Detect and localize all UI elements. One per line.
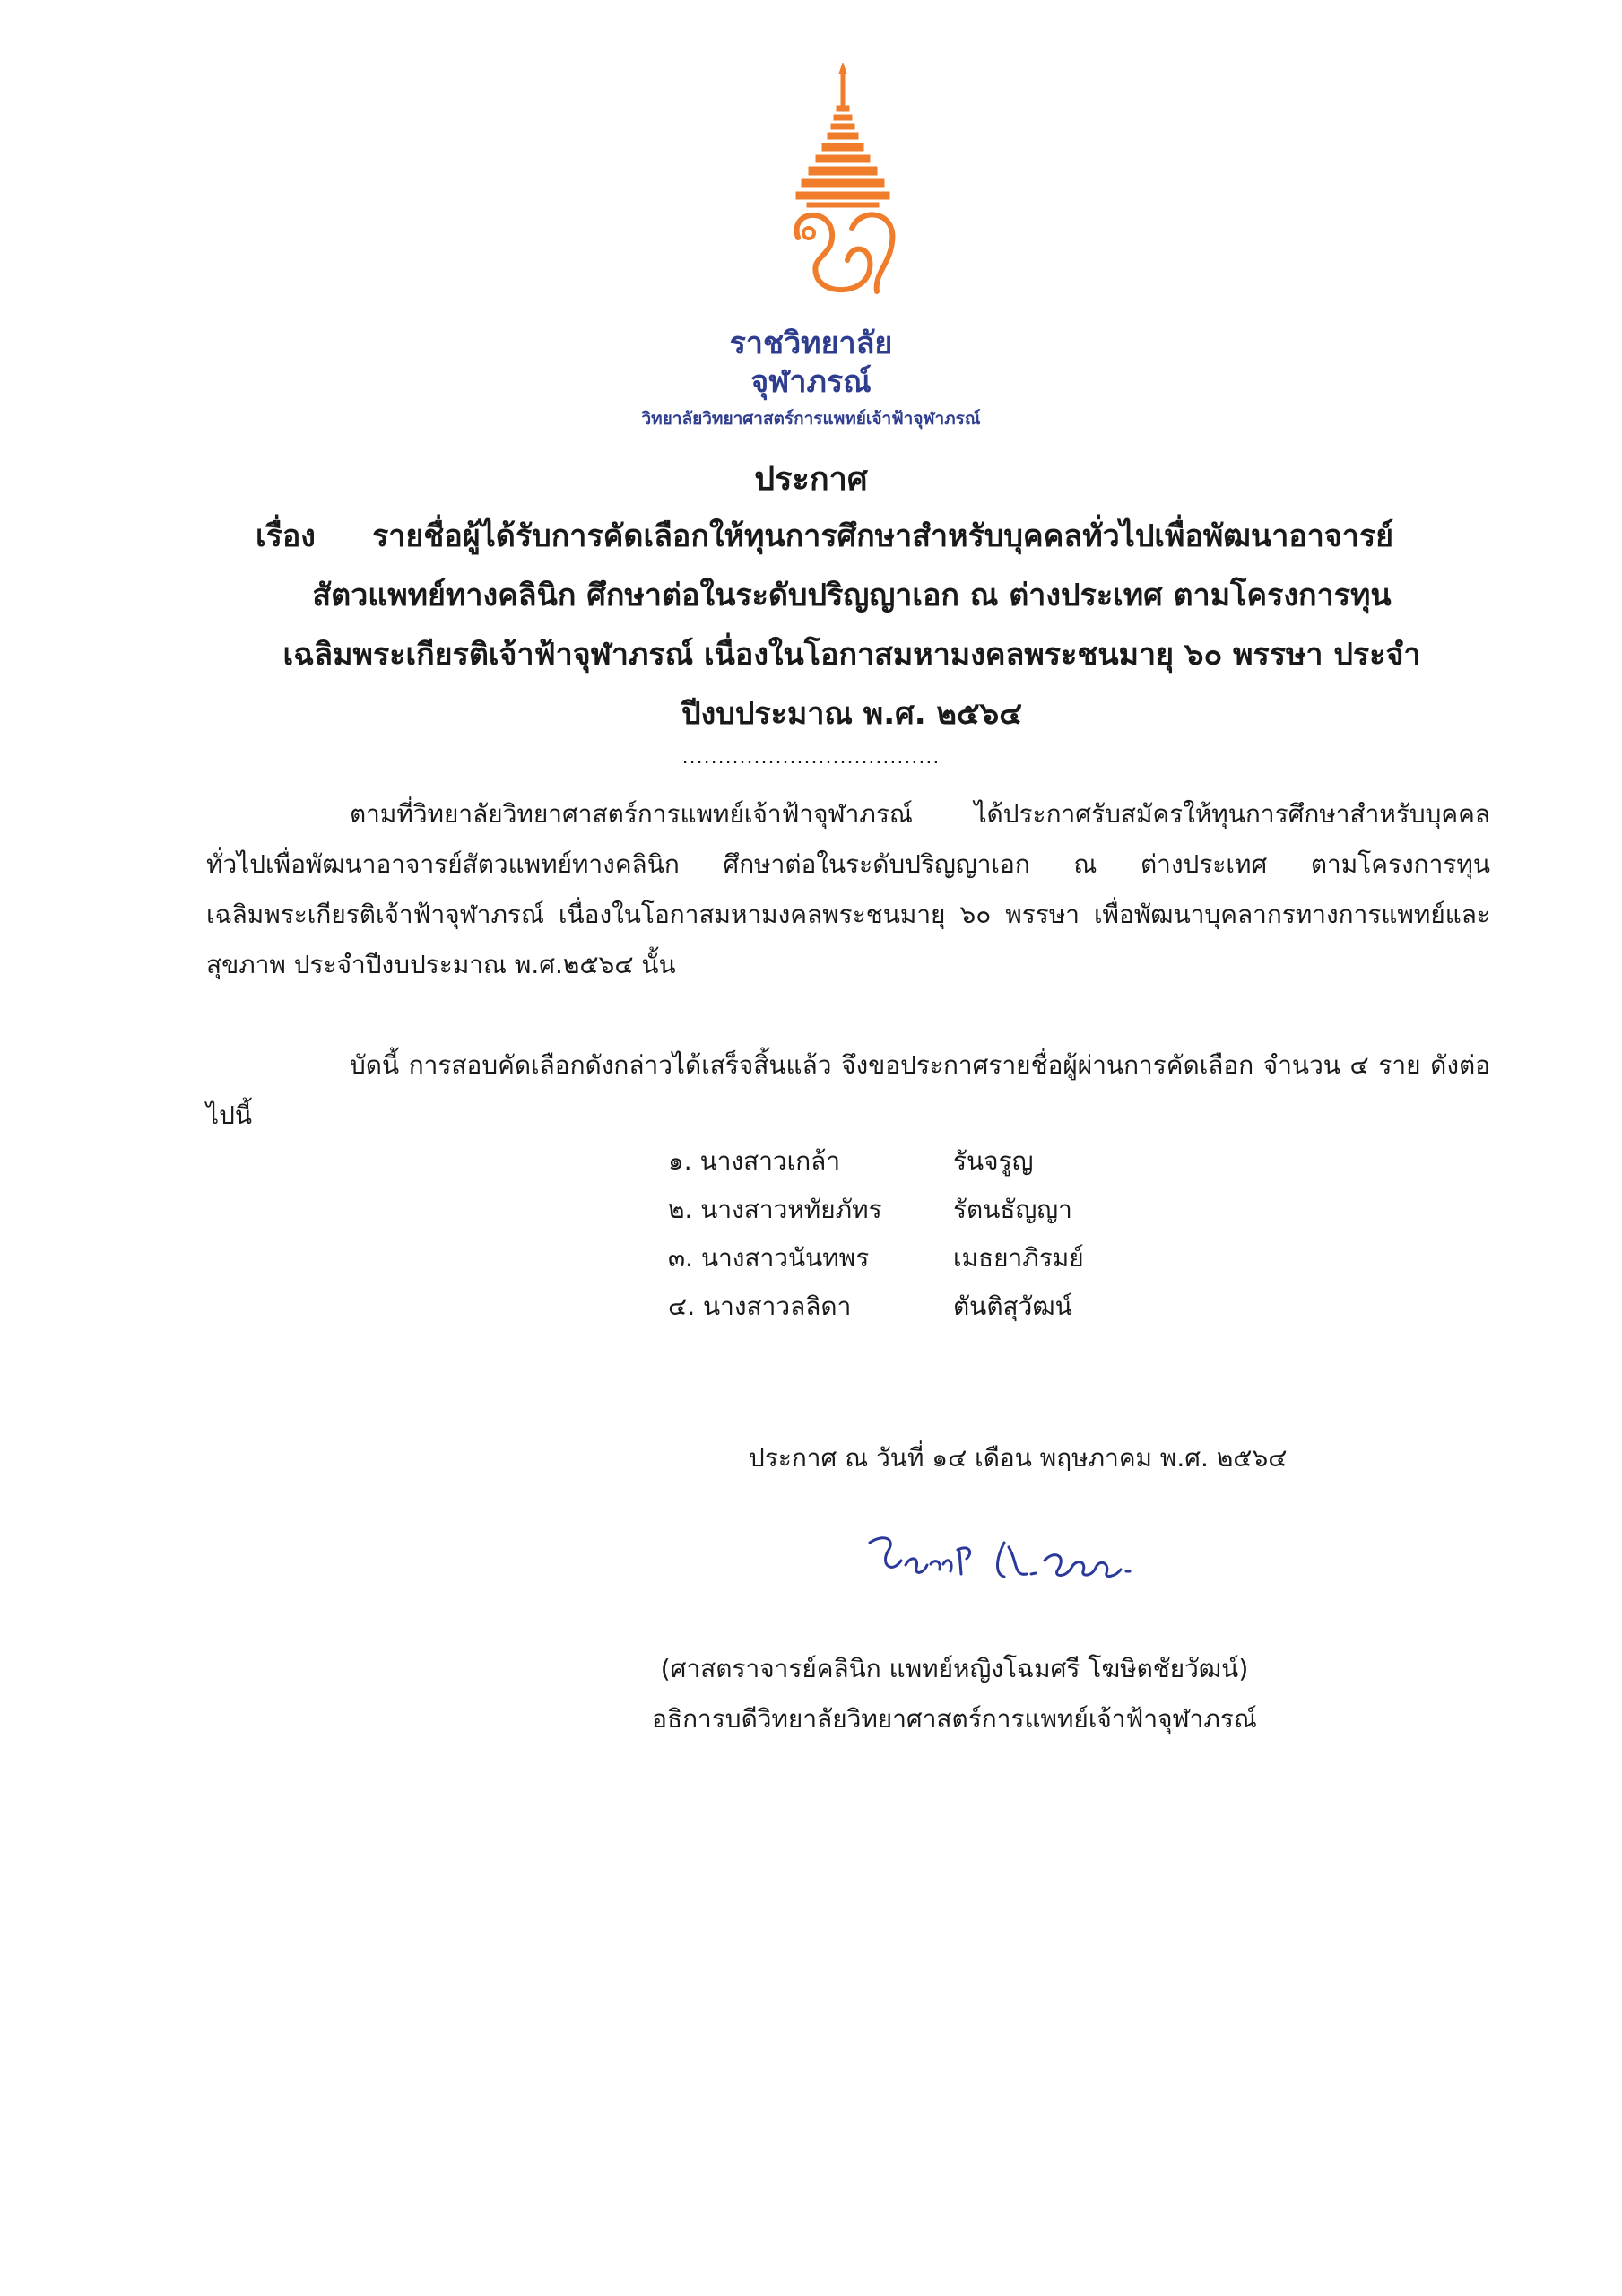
- name-last: รัตนธัญญา: [953, 1195, 1072, 1224]
- chulabhorn-royal-academy-emblem-icon: [762, 63, 924, 332]
- separator-dots: ....................................: [681, 746, 941, 769]
- list-item: [668, 1234, 1084, 1283]
- name-last: ตันติสุวัฒน์: [953, 1292, 1072, 1321]
- signer-name: (ศาสตราจารย์คลินิก แพทย์หญิงโฉมศรี โฆษิตชัยวัฒน์): [660, 1654, 1249, 1683]
- paragraph-text: บัดนี้ การสอบคัดเลือกดังกล่าวได้เสร็จสิ้นแล้ว จึงขอประกาศรายชื่อผู้ผ่านการคัดเลือก จำนวน ๔ ราย ดังต่อไปนี้: [206, 1050, 1490, 1130]
- name-first: ๒. นางสาวหทัยภัทร: [668, 1195, 882, 1224]
- paragraph-text: ตามที่วิทยาลัยวิทยาศาสตร์การแพทย์เจ้าฟ้าจุฬาภรณ์ ได้ประกาศรับสมัครให้ทุนการศึกษาสำหรับบุคคลทั่วไปเพื่อพัฒนาอาจารย์สัตวแพทย์ทางคลินิก ศึกษาต่อในระดับปริญญาเอก ณ ต่างประเทศ ตามโครงการทุนเฉลิมพระเกียรติเจ้าฟ้าจุฬาภรณ์ เนื่องในโอกาสมหามงคลพระชนมายุ ๖๐ พรรษา เพื่อพัฒนาบุคลากรทางการแพทย์และสุขภาพ ประจำปีงบประมาณ พ.ศ.๒๕๖๔ นั้น: [206, 799, 1490, 979]
- college-subname: วิทยาลัยวิทยาศาสตร์การแพทย์เจ้าฟ้าจุฬาภรณ์: [641, 409, 981, 429]
- signer-title: อธิการบดีวิทยาลัยวิทยาศาสตร์การแพทย์เจ้าฟ้าจุฬาภรณ์: [652, 1704, 1257, 1734]
- subject-line: รายชื่อผู้ได้รับการคัดเลือกให้ทุนการศึกษาสำหรับบุคคลทั่วไปเพื่อพัฒนาอาจารย์: [372, 518, 1394, 554]
- academy-name-line2: จุฬาภรณ์: [750, 364, 872, 400]
- subject-label: เรื่อง: [256, 518, 316, 554]
- name-last: เมธยาภิรมย์: [953, 1243, 1084, 1273]
- handwritten-signature: [861, 1525, 1157, 1596]
- name-first: ๑. นางสาวเกล้า: [668, 1146, 841, 1176]
- announcement-dateline: ประกาศ ณ วันที่ ๑๔ เดือน พฤษภาคม พ.ศ. ๒๕๖๔: [749, 1443, 1288, 1473]
- list-item: [668, 1137, 1084, 1186]
- academy-name-line1: ราชวิทยาลัย: [729, 326, 893, 361]
- name-first: ๔. นางสาวลลิดา: [668, 1292, 852, 1321]
- selected-names-list: [668, 1137, 1084, 1331]
- name-last: รันจรูญ: [953, 1146, 1034, 1176]
- body-paragraph-2: [206, 1040, 1490, 1141]
- subject-line: สัตวแพทย์ทางคลินิก ศึกษาต่อในระดับปริญญาเอก ณ ต่างประเทศ ตามโครงการทุน: [312, 578, 1392, 613]
- list-item: [668, 1186, 1084, 1234]
- name-first: ๓. นางสาวนันทพร: [668, 1243, 870, 1273]
- list-item: [668, 1283, 1084, 1331]
- announcement-title: ประกาศ: [754, 461, 868, 498]
- announcement-subject: [256, 507, 1448, 744]
- signer-block: [0, 1644, 1622, 1744]
- subject-line: ปีงบประมาณ พ.ศ. ๒๕๖๔: [681, 696, 1022, 732]
- subject-line: เฉลิมพระเกียรติเจ้าฟ้าจุฬาภรณ์ เนื่องในโอกาสมหามงคลพระชนมายุ ๖๐ พรรษา ประจำ: [282, 637, 1421, 673]
- body-paragraph-1: [206, 789, 1490, 990]
